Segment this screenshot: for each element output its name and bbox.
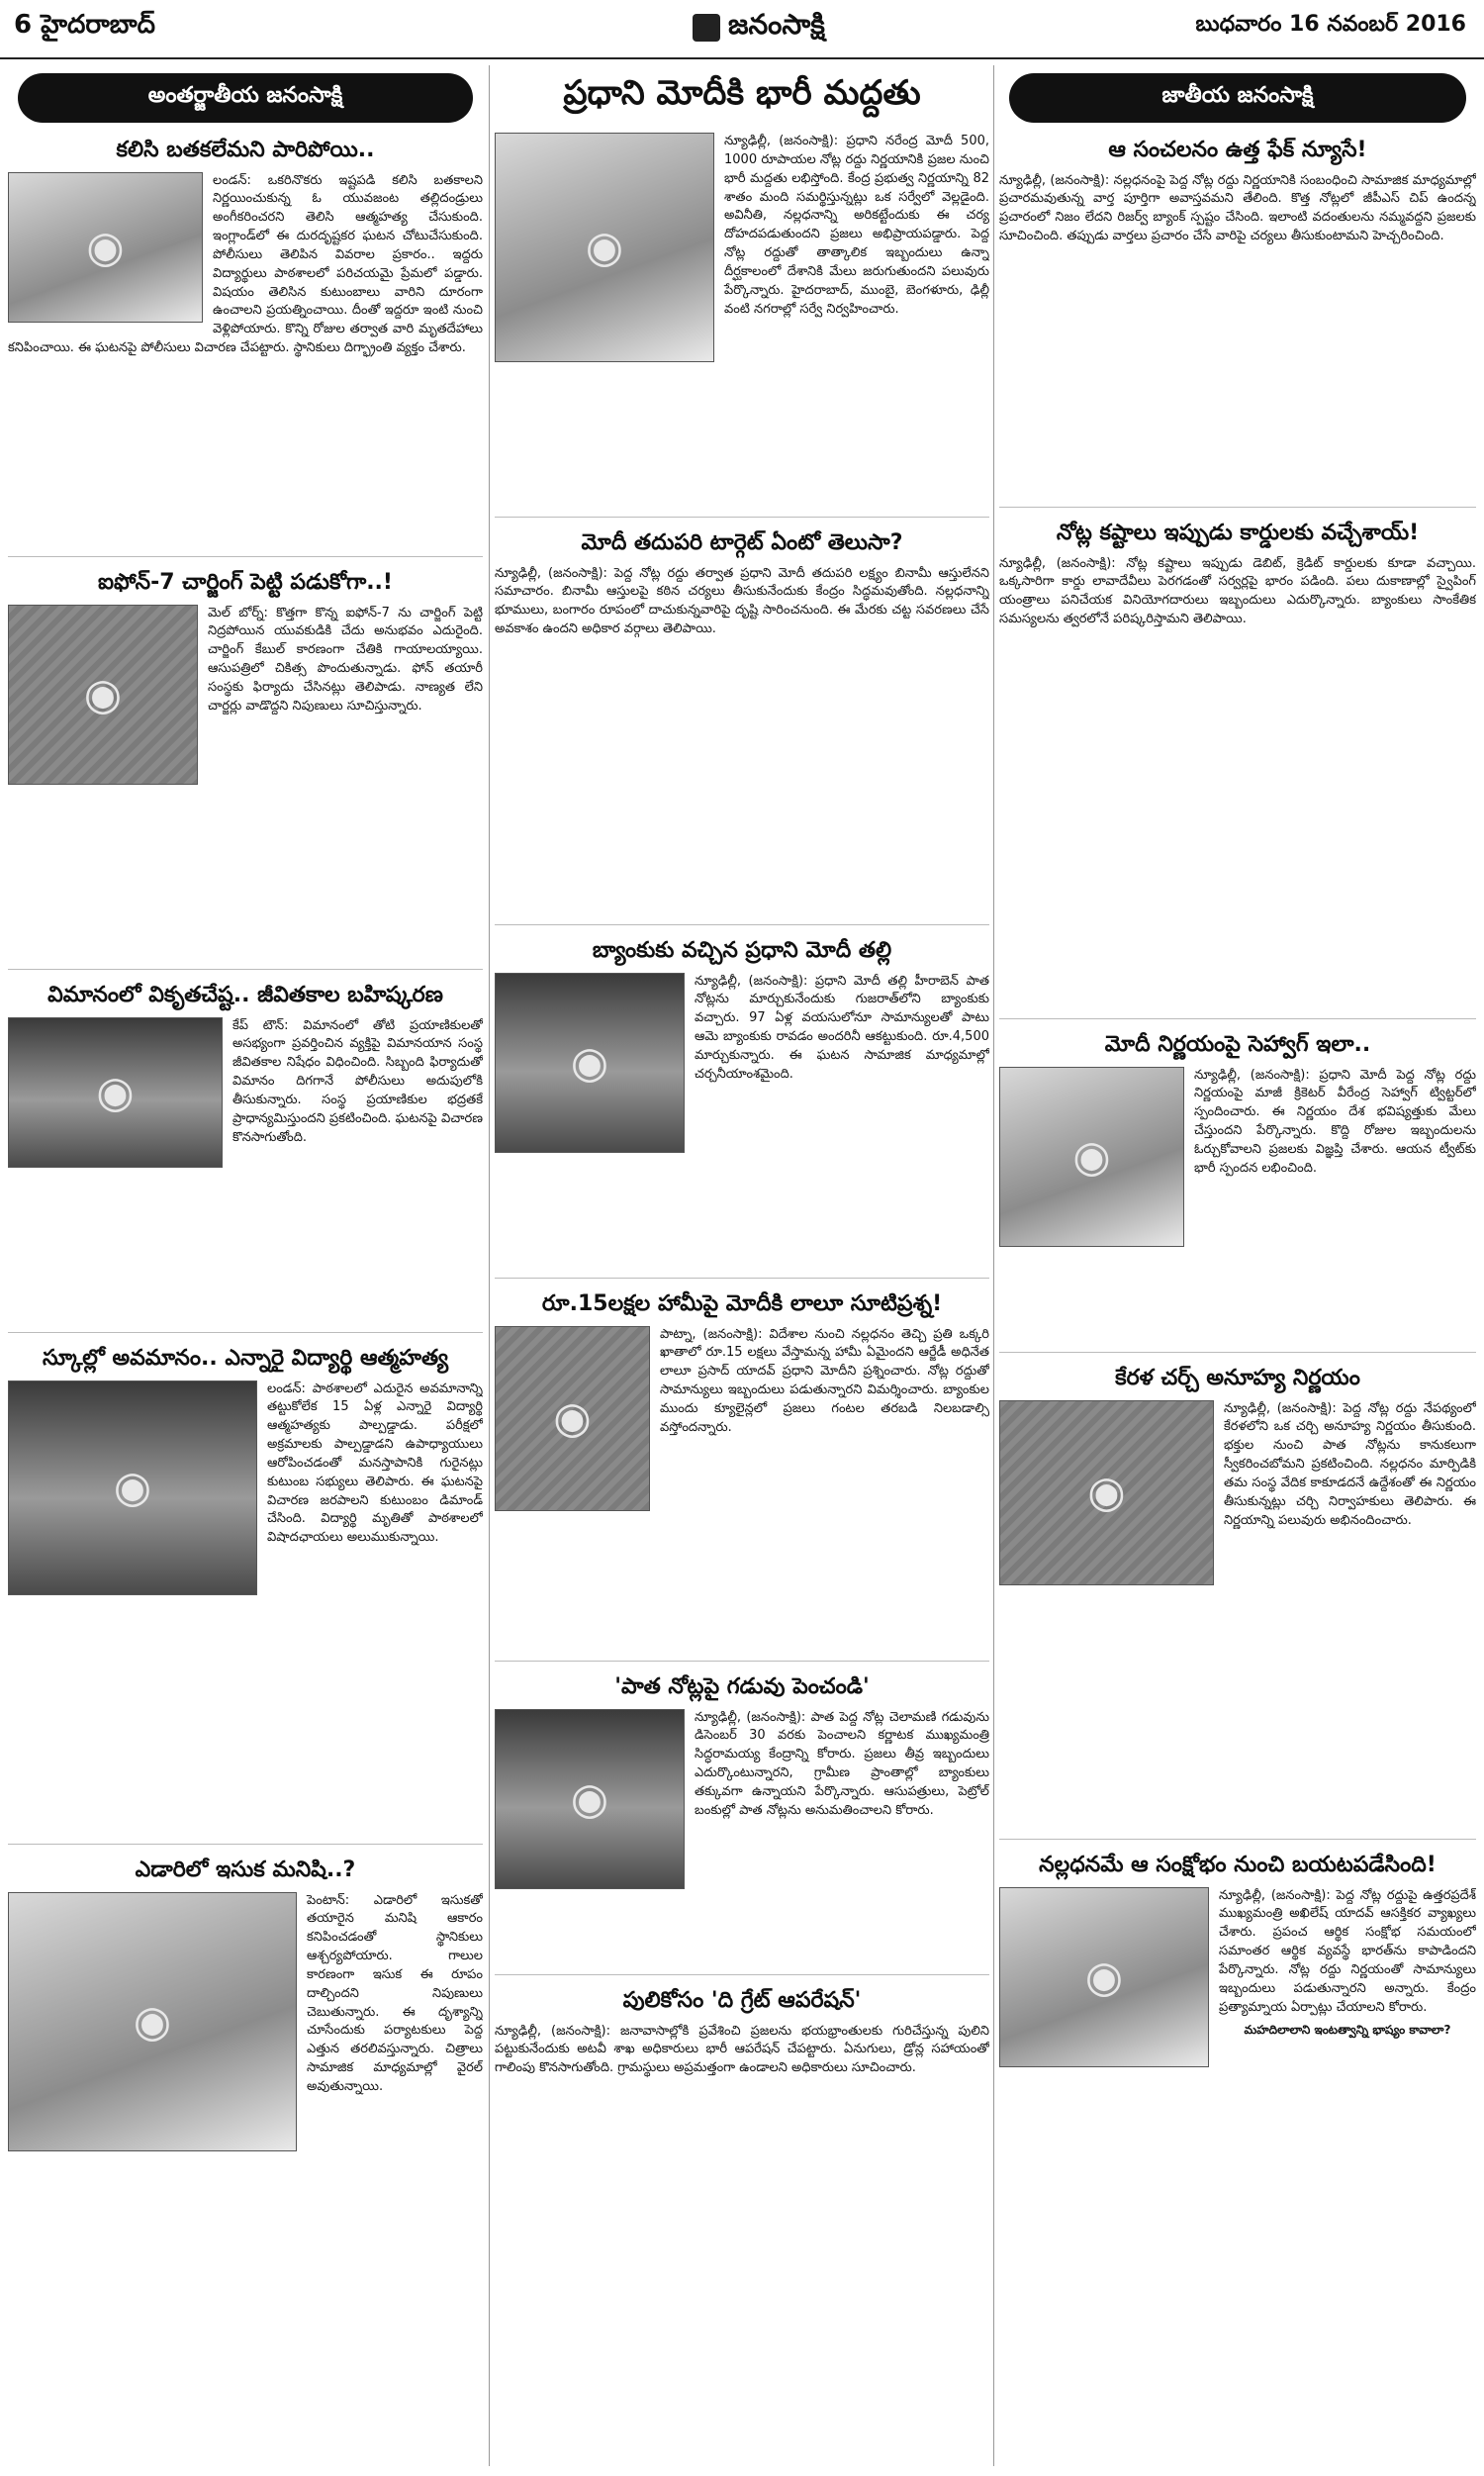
photo-icon: ◉ xyxy=(1087,1467,1126,1518)
photo-icon: ◉ xyxy=(83,669,123,719)
story-headline: ఐఫోన్-7 చార్జింగ్ పెట్టి పడుకోగా..! xyxy=(98,570,393,595)
issue-date: బుధవారం 16 నవంబర్ 2016 xyxy=(1195,12,1466,37)
photo-icon: ◉ xyxy=(96,1067,135,1117)
photo-icon: ◉ xyxy=(570,1037,609,1088)
story-headline: మోదీ తదుపరి టార్గెట్ ఏంటో తెలుసా? xyxy=(581,530,903,555)
news-story xyxy=(495,933,989,1279)
story-body: న్యూఢిల్లీ, (జనంసాక్షి): పెద్ద నోట్ల రద్దుపై ఉత్తరప్రదేశ్ ముఖ్యమంత్రి అఖిలేష్ యాదవ్ ఆసక్తికర వ్యాఖ్యలు చేశారు. ప్రపంచ ఆర్థిక సంక్షోభ సమయంలో సమాంతర ఆర్థిక వ్యవస్థే భారత్‌ను కాపాడిందని పేర్కొన్నారు. నోట్ల రద్దు నిర్ణయంతో సామాన్యులు ఇబ్బందులు పడుతున్నారని అన్నారు. కేంద్రం ప్రత్యామ్నాయ ఏర్పాట్లు చేయాలని కోరారు. xyxy=(1219,1887,1476,2015)
story-photo xyxy=(999,1400,1214,1585)
news-story xyxy=(999,516,1476,1019)
lead-headline: ప్రధాని మోదీకి భారీ మద్దతు xyxy=(563,73,921,113)
paper-name: జనంసాక్షి xyxy=(728,8,825,41)
news-story xyxy=(495,525,989,925)
story-headline: నోట్ల కష్టాలు ఇప్పుడు కార్డులకు వచ్చేశాయ్! xyxy=(1056,521,1420,545)
story-photo xyxy=(8,1892,297,2151)
news-story xyxy=(8,1341,483,1845)
news-story xyxy=(999,1848,1476,2410)
news-story xyxy=(495,133,989,518)
photo-icon: ◉ xyxy=(86,222,125,272)
photo-icon: ◉ xyxy=(570,1773,609,1824)
story-body: న్యూఢిల్లీ, (జనంసాక్షి): జనావాసాల్లోకి ప్రవేశించి ప్రజలను భయభ్రాంతులకు గురిచేస్తున్న పులిని పట్టుకునేందుకు అటవీ శాఖ అధికారులు భారీ ఆపరేషన్ చేపట్టారు. ఏనుగులు, డ్రోన్ల సహాయంతో గాలింపు కొనసాగుతోంది. గ్రామస్థులు అప్రమత్తంగా ఉండాలని అధికారులు సూచించారు. xyxy=(495,2023,989,2076)
story-body: న్యూఢిల్లీ, (జనంసాక్షి): పెద్ద నోట్ల రద్దు నేపథ్యంలో కేరళలోని ఒక చర్చి అనూహ్య నిర్ణయం తీసుకుంది. భక్తుల నుంచి పాత నోట్లను కానుకలుగా స్వీకరించబోమని ప్రకటించింది. నల్లధనం మార్పిడికి తమ సంస్థ వేదిక కాకూడదనే ఉద్దేశంతో ఈ నిర్ణయం తీసుకున్నట్లు చర్చి నిర్వాహకులు తెలిపారు. ఈ నిర్ణయాన్ని పలువురు అభినందించారు. xyxy=(1224,1400,1476,1528)
column-divider xyxy=(489,65,490,2466)
story-body: లండన్: ఒకరినొకరు ఇష్టపడి కలిసి బతకాలని నిర్ణయించుకున్న ఓ యువజంట తల్లిదండ్రులు అంగీకరించరని తెలిసి ఆత్మహత్య చేసుకుంది. ఇంగ్లాండ్‌లో ఈ దురదృష్టకర ఘటన చోటుచేసుకుంది. పోలీసులు తెలిపిన వివరాల ప్రకారం.. ఇద్దరు విద్యార్థులు పాఠశాలలో పరిచయమై ప్రేమలో పడ్డారు. విషయం తెలిసిన కుటుంబాలు వారిని దూరంగా ఉంచాలని ప్రయత్నించాయి. దీంతో ఇద్దరూ ఇంటి నుంచి వెళ్లిపోయారు. కొన్ని రోజుల తర్వాత వారి మృతదేహాలు కనిపించాయి. ఈ ఘటనపై పోలీసులు విచారణ చేపట్టారు. స్థానికులు దిగ్భ్రాంతి వ్యక్తం చేశారు. xyxy=(8,172,483,356)
story-photo xyxy=(495,973,685,1153)
story-body: పెంటాన్: ఎడారిలో ఇసుకతో తయారైన మనిషి ఆకారం కనిపించడంతో స్థానికులు ఆశ్చర్యపోయారు. గాలుల కారణంగా ఇసుక ఈ రూపం దాల్చిందని నిపుణులు చెబుతున్నారు. ఈ దృశ్యాన్ని చూసేందుకు పర్యాటకులు పెద్ద ఎత్తున తరలివస్తున్నారు. చిత్రాలు సామాజిక మాధ్యమాల్లో వైరల్ అవుతున్నాయి. xyxy=(307,1892,483,2094)
photo-icon: ◉ xyxy=(133,1996,172,2047)
page-header-left xyxy=(14,10,155,46)
story-photo xyxy=(8,605,198,785)
story-body: పాట్నా, (జనంసాక్షి): విదేశాల నుంచి నల్లధనం తెచ్చి ప్రతి ఒక్కరి ఖాతాలో రూ.15 లక్షలు వేస్తామన్న హామీ ఏమైందని ఆర్జేడీ అధినేత లాలూ ప్రసాద్ యాదవ్ ప్రధాని మోదీని ప్రశ్నించారు. నోట్ల రద్దుతో సామాన్యులు ఇబ్బందులు పడుతున్నారని విమర్శించారు. బ్యాంకుల ముందు క్యూలైన్లలో ప్రజలు గంటల తరబడి నిలబడాల్సి వస్తోందన్నారు. xyxy=(660,1326,989,1435)
story-headline: కలిసి బతకలేమని పారిపోయి.. xyxy=(116,138,375,162)
story-headline: ఆ సంచలనం ఉత్త ఫేక్ న్యూసే! xyxy=(1108,138,1367,162)
story-headline: విమానంలో వికృతచేష్ట.. జీవితకాల బహిష్కరణ xyxy=(47,983,443,1007)
story-headline: ఎడారిలో ఇసుక మనిషి..? xyxy=(135,1857,356,1882)
photo-icon: ◉ xyxy=(585,222,624,273)
news-story xyxy=(999,133,1476,508)
story-body: లండన్: పాఠశాలలో ఎదురైన అవమానాన్ని తట్టుకోలేక 15 ఏళ్ల ఎన్నారై విద్యార్థి ఆత్మహత్యకు పాల్పడ్డాడు. పరీక్షలో అక్రమాలకు పాల్పడ్డాడని ఉపాధ్యాయులు ఆరోపించడంతో మనస్తాపానికి గురైనట్లు కుటుంబ సభ్యులు తెలిపారు. ఈ ఘటనపై విచారణ జరపాలని కుటుంబం డిమాండ్ చేసింది. విద్యార్థి మృతితో పాఠశాలలో విషాదఛాయలు అలుముకున్నాయి. xyxy=(267,1381,483,1546)
story-body: మెల్ బోర్న్: కొత్తగా కొన్న ఐఫోన్-7 ను చార్జింగ్ పెట్టి నిద్రపోయిన యువకుడికి చేదు అనుభవం ఎదురైంది. చార్జింగ్ కేబుల్ కారణంగా చేతికి గాయాలయ్యాయి. ఆసుపత్రిలో చికిత్స పొందుతున్నాడు. ఫోన్ తయారీ సంస్థకు ఫిర్యాదు చేసినట్లు తెలిపాడు. నాణ్యత లేని చార్జర్లు వాడొద్దని నిపుణులు సూచిస్తున్నారు. xyxy=(208,605,483,714)
story-headline: రూ.15లక్షల హామీపై మోదీకి లాలూ సూటిప్రశ్న! xyxy=(541,1291,943,1316)
story-headline: నల్లధనమే ఆ సంక్షోభం నుంచి బయటపడేసింది! xyxy=(1039,1853,1437,1877)
news-story xyxy=(495,1669,989,1975)
story-photo xyxy=(8,1017,223,1168)
city-name: హైదరాబాద్ xyxy=(41,10,155,40)
news-story xyxy=(495,1286,989,1662)
column-divider xyxy=(993,65,994,2466)
national-column xyxy=(999,65,1476,2466)
news-story xyxy=(8,978,483,1333)
photo-icon: ◉ xyxy=(1072,1131,1111,1182)
section-banner-international: అంతర్జాతీయ జనంసాక్షి xyxy=(18,73,473,123)
story-body: కేప్ టౌన్: విమానంలో తోటి ప్రయాణికులతో అసభ్యంగా ప్రవర్తించిన వ్యక్తిపై విమానయాన సంస్థ జీవితకాల నిషేధం విధించింది. సిబ్బంది ఫిర్యాదుతో విమానం దిగగానే పోలీసులు అదుపులోకి తీసుకున్నారు. సంస్థ ప్రయాణికుల భద్రతకే ప్రాధాన్యమిస్తుందని ప్రకటించింది. ఘటనపై విచారణ కొనసాగుతోంది. xyxy=(232,1017,483,1145)
news-story xyxy=(8,133,483,557)
story-headline: కేరళ చర్చ్ అనూహ్య నిర్ణయం xyxy=(1115,1366,1360,1390)
news-story xyxy=(999,1361,1476,1840)
story-photo xyxy=(999,1067,1184,1247)
story-body: న్యూఢిల్లీ, (జనంసాక్షి): నల్లధనంపై పెద్ద నోట్ల రద్దు నిర్ణయానికి సంబంధించి సామాజిక మాధ్యమాల్లో ప్రచారమవుతున్న వార్త పూర్తిగా అవాస్తవమని తేలింది. కొత్త నోట్లలో జీపీఎస్ చిప్ ఉందన్న ప్రచారంలో నిజం లేదని రిజర్వ్ బ్యాంక్ స్పష్టం చేసింది. ఇలాంటి వదంతులను నమ్మవద్దని ప్రజలకు సూచించింది. తప్పుడు వార్తలు ప్రచారం చేసే వారిపై చర్యలు తీసుకుంటామని హెచ్చరించింది. xyxy=(999,172,1476,244)
story-photo xyxy=(495,1326,650,1511)
story-headline: మోదీ నిర్ణయంపై సెహ్వాగ్ ఇలా.. xyxy=(1104,1032,1371,1057)
news-story xyxy=(8,565,483,970)
story-body: న్యూఢిల్లీ, (జనంసాక్షి): నోట్ల కష్టాలు ఇప్పుడు డెబిట్, క్రెడిట్ కార్డులకు కూడా వచ్చాయి. ఒక్కసారిగా కార్డు లావాదేవీలు పెరగడంతో సర్వర్లపై భారం పడింది. పలు దుకాణాల్లో స్వైపింగ్ యంత్రాలు పనిచేయక వినియోగదారులు ఇబ్బందులు ఎదుర్కొన్నారు. బ్యాంకులు సాంకేతిక సమస్యలను త్వరలోనే పరిష్కరిస్తామని తెలిపాయి. xyxy=(999,555,1476,627)
story-photo xyxy=(495,133,714,362)
photo-icon: ◉ xyxy=(1084,1952,1124,2002)
story-body: న్యూఢిల్లీ, (జనంసాక్షి): ప్రధాని నరేంద్ర మోదీ 500, 1000 రూపాయల నోట్ల రద్దు నిర్ణయానికి ప్రజల నుంచి భారీ మద్దతు లభిస్తోంది. కేంద్ర ప్రభుత్వ నిర్ణయాన్ని 82 శాతం మంది సమర్థిస్తున్నట్లు ఒక సర్వేలో వెల్లడైంది. అవినీతి, నల్లధనాన్ని అరికట్టేందుకు ఈ చర్య దోహదపడుతుందని ప్రజలు అభిప్రాయపడ్డారు. పెద్ద నోట్ల రద్దుతో తాత్కాలిక ఇబ్బందులు ఉన్నా దీర్ఘకాలంలో దేశానికి మేలు జరుగుతుందని పలువురు పేర్కొన్నారు. హైదరాబాద్, ముంబై, బెంగళూరు, ఢిల్లీ వంటి నగరాల్లో సర్వే నిర్వహించారు. xyxy=(724,134,989,317)
story-body: న్యూఢిల్లీ, (జనంసాక్షి): ప్రధాని మోదీ పెద్ద నోట్ల రద్దు నిర్ణయంపై మాజీ క్రికెటర్ వీరేంద్ర సెహ్వాగ్ ట్విట్టర్‌లో స్పందించారు. ఈ నిర్ణయం దేశ భవిష్యత్తుకు మేలు చేస్తుందని పేర్కొన్నారు. కొద్ది రోజుల ఇబ్బందులను ఓర్చుకోవాలని ప్రజలకు విజ్ఞప్తి చేశారు. ఆయన ట్వీట్‌కు భారీ స్పందన లభించింది. xyxy=(1194,1067,1476,1176)
page-number: 6 xyxy=(14,10,33,40)
story-photo xyxy=(495,1709,685,1889)
section-banner-national: జాతీయ జనంసాక్షి xyxy=(1009,73,1466,123)
paper-logo xyxy=(693,8,825,48)
story-headline: స్కూల్లో అవమానం.. ఎన్నారై విద్యార్థి ఆత్మహత్య xyxy=(42,1346,449,1371)
story-body: న్యూఢిల్లీ, (జనంసాక్షి): ప్రధాని మోదీ తల్లి హీరాబెన్ పాత నోట్లను మార్చుకునేందుకు గుజరాత్‌లోని బ్యాంకుకు వచ్చారు. 97 ఏళ్ల వయసులోనూ సామాన్యులతో పాటు ఆమె బ్యాంకుకు రావడం అందరినీ ఆకట్టుకుంది. రూ.4,500 మార్చుకున్నారు. ఈ ఘటన సామాజిక మాధ్యమాల్లో చర్చనీయాంశమైంది. xyxy=(695,973,989,1082)
story-headline: బ్యాంకుకు వచ్చిన ప్రధాని మోదీ తల్లి xyxy=(592,938,892,963)
story-headline: 'పాత నోట్లపై గడువు పెంచండి' xyxy=(614,1674,870,1699)
story-photo xyxy=(8,1381,257,1595)
photo-icon: ◉ xyxy=(553,1392,592,1444)
story-body: న్యూఢిల్లీ, (జనంసాక్షి): పెద్ద నోట్ల రద్దు తర్వాత ప్రధాని మోదీ తదుపరి లక్ష్యం బినామీ ఆస్తులేనని సమాచారం. బినామీ ఆస్తులపై కఠిన చర్యలు తీసుకునేందుకు కేంద్రం సిద్ధమవుతోంది. నల్లధనాన్ని భూములు, బంగారం రూపంలో దాచుకున్నవారిపై దృష్టి సారించనుంది. ఈ మేరకు చట్ట సవరణలు చేసే అవకాశం ఉందని అధికార వర్గాలు తెలిపాయి. xyxy=(495,565,989,637)
main-column xyxy=(495,65,989,2466)
news-story xyxy=(999,1027,1476,1353)
masthead xyxy=(0,0,1484,59)
story-photo xyxy=(999,1887,1209,2067)
news-story xyxy=(8,1853,483,2276)
news-story xyxy=(495,1983,989,2209)
international-column xyxy=(8,65,483,2466)
story-body: న్యూఢిల్లీ, (జనంసాక్షి): పాత పెద్ద నోట్ల చెలామణి గడువును డిసెంబర్ 30 వరకు పెంచాలని కర్ణాటక ముఖ్యమంత్రి సిద్ధరామయ్య కేంద్రాన్ని కోరారు. ప్రజలు తీవ్ర ఇబ్బందులు ఎదుర్కొంటున్నారని, గ్రామీణ ప్రాంతాల్లో బ్యాంకులు తక్కువగా ఉన్నాయని పేర్కొన్నారు. ఆసుపత్రులు, పెట్రోల్ బంకుల్లో పాత నోట్లను అనుమతించాలని కోరారు. xyxy=(695,1709,989,1818)
story-photo xyxy=(8,172,203,323)
story-headline: పులికోసం 'ది గ్రేట్ ఆపరేషన్' xyxy=(622,1988,862,2013)
column-footnote: మహదిలాలాని ఇంటత్వాన్ని భాష్యం కావాలా? xyxy=(1244,2023,1451,2038)
logo-icon xyxy=(693,14,720,42)
photo-icon: ◉ xyxy=(113,1462,152,1513)
